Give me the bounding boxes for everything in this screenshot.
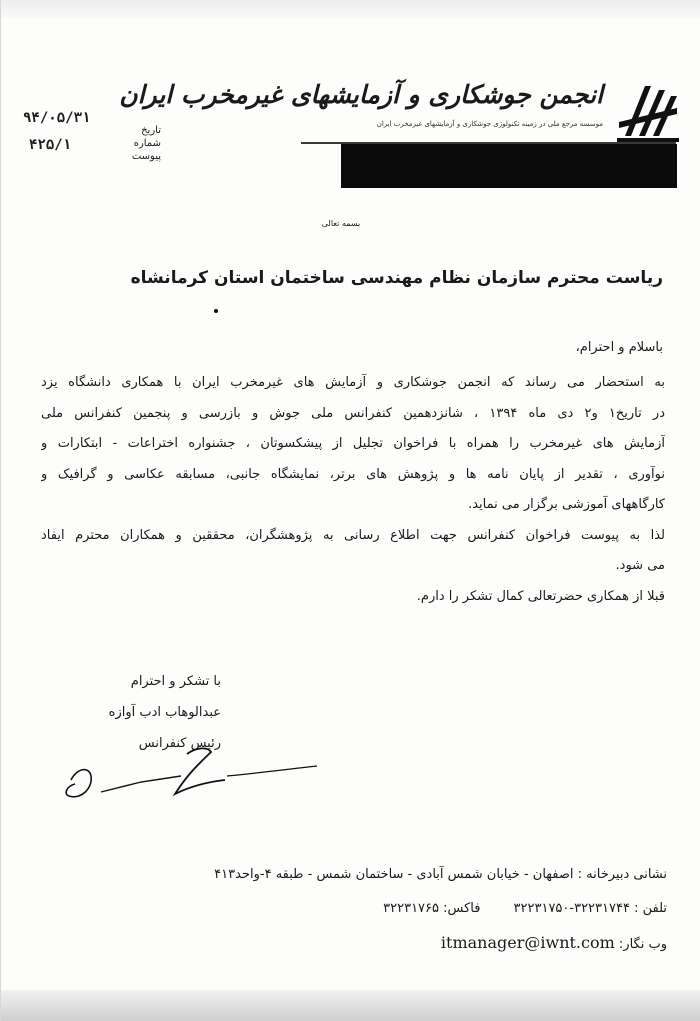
meta-labels [101,124,161,163]
fax-label: فاکس: [443,901,481,916]
organization-name: انجمن جوشکاری و آزمایشهای غیرمخرب ایران [119,80,603,109]
date-value: ۹۴/۰۵/۳۱ [23,110,91,126]
body-line: در تاریخ۱ و۲ دی ماه ۱۳۹۴ ، شانزدهمین کنفرانس ملی جوش و بازرسی و پنجمین کنفرانس ملی [41,405,665,421]
redaction-bar [341,144,677,188]
phone-value: ۳۲۲۳۱۷۵۰-۳۲۲۳۱۷۴۴ [513,901,630,916]
closing-phrase: با تشکر و احترام [130,674,221,689]
phone-label: تلفن : [634,901,667,916]
letter-meta [23,110,163,170]
organization-subtitle: موسسه مرجع ملی در زمینه تکنولوژی جوشکاری و آزمایشهای غیرمخرب ایران [376,120,603,128]
website-label: وب نگار: [618,937,667,952]
footer-website [41,926,667,960]
date-label: تاریخ [141,125,161,136]
body-line: به استحضار می رساند که انجمن جوشکاری و آزمایش های غیرمخرب ایران با همکاری دانشگاه یزد [41,375,665,390]
body-line: قبلا از همکاری حضرتعالی کمال تشکر را دارم. [416,588,665,604]
body-line: لذا به پیوست فراخوان کنفرانس جهت اطلاع رسانی به پژوهشگران، محققین و همکاران محترم ایفاد [41,527,665,543]
recipient: ریاست محترم سازمان نظام مهندسی ساختمان استان کرمانشاه [130,268,663,288]
body-line: آزمایش های غیرمخرب را همراه با فراخوان تجلیل از پیشکسوتان ، جشنواره اختراعات - ابتکارات و [41,436,665,451]
signer-name: عبدالوهاب ادب آوازه [108,705,221,720]
ink-dot [214,309,218,313]
letter-body [41,368,665,612]
body-line: می شود. [615,558,665,573]
footer-contact [41,892,667,926]
scan-top-edge [1,0,700,18]
attachment-label: پیوست [131,151,161,162]
footer-address: نشانی دبیرخانه : اصفهان - خیابان شمس آبادی - ساختمان شمس - طبقه ۴-واحد۴۱۳ [214,867,667,882]
signer-title: رئیس کنفرانس [138,736,221,751]
body-line: کارگاههای آموزشی برگزار می نماید. [468,497,665,512]
fax-value: ۳۲۲۳۱۷۶۵ [383,901,439,916]
handwritten-signature [41,740,331,810]
website-value: itmanager@iwnt.com [440,933,615,952]
number-value: ۴۲۵/۱ [29,137,72,153]
body-line: نوآوری ، تقدیر از پایان نامه ها و پژوهش های برتر، نمایشگاه جانبی، مسابقه عکاسی و گرافیک و [41,466,665,482]
greeting: باسلام و احترام، [575,340,663,355]
scan-bottom-edge [1,990,700,1021]
number-label: شماره [133,138,161,149]
footer [41,858,667,960]
organization-logo-icon [615,80,681,144]
bismillah: بسمه تعالی [321,219,361,228]
